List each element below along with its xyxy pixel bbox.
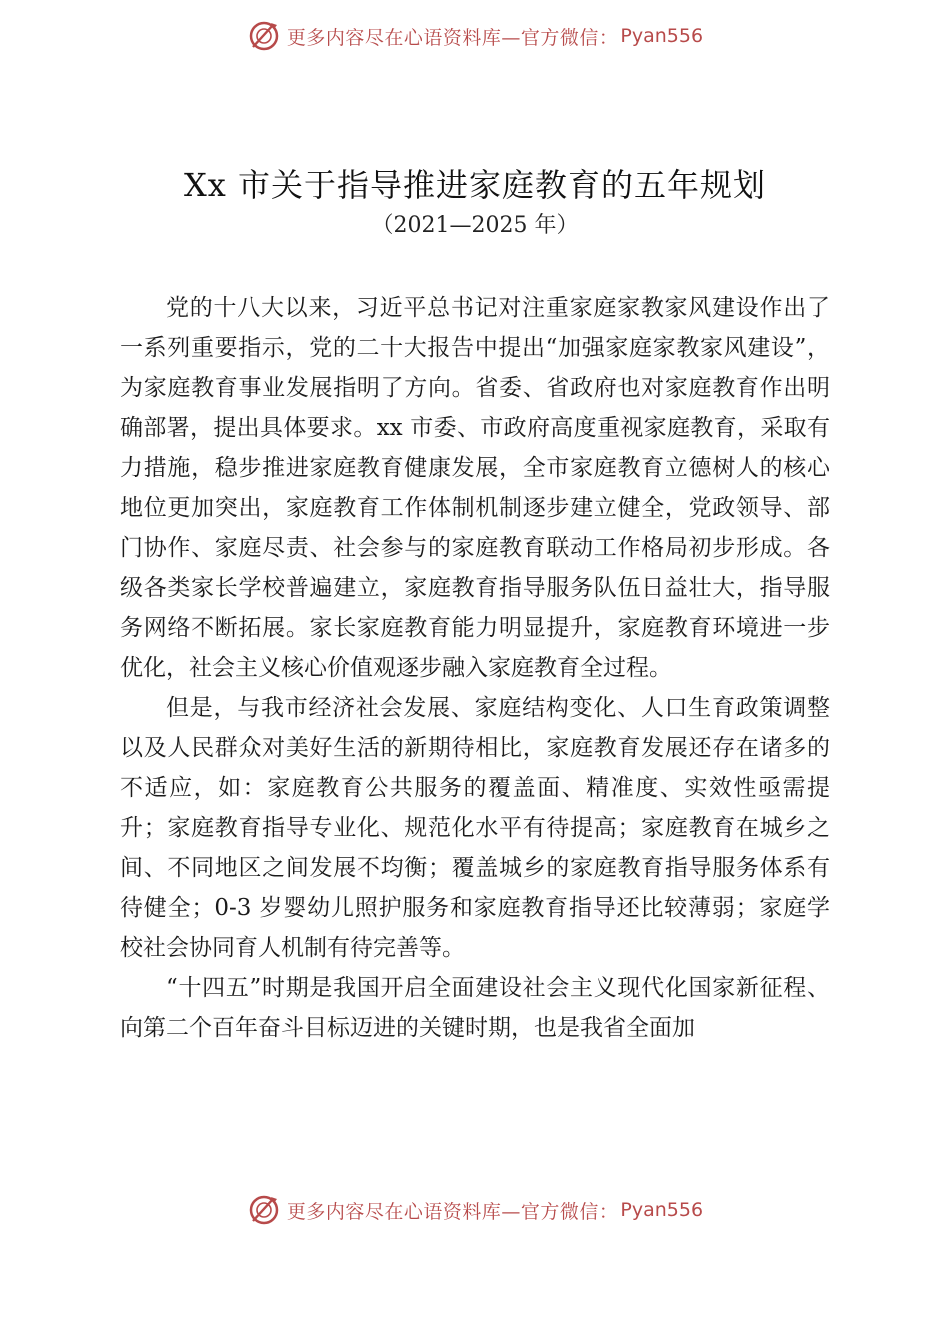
paragraph: 党的十八大以来，习近平总书记对注重家庭家教家风建设作出了一系列重要指示，党的二十大报告中提出“加强家庭家教家风建设”，为家庭教育事业发展指明了方向。省委、省政府也对家庭教育作出明确部署，提出具体要求。xx 市委、市政府高度重视家庭教育，采取有力措施，稳步推进家庭教育健康发展，全市家庭教育立德树人的核心地位更加突出，家庭教育工作体制机制逐步建立健全，党政领导、部门协作、家庭尽责、社会参与的家庭教育联动工作格局初步形成。各级各类家长学校普遍建立，家庭教育指导服务队伍日益壮大，指导服务网络不断拓展。家长家庭教育能力明显提升，家庭教育环境进一步优化，社会主义核心价值观逐步融入家庭教育全过程。	[120, 295, 830, 681]
footer-banner	[0, 1188, 950, 1232]
paragraph: “十四五”时期是我国开启全面建设社会主义现代化国家新征程、向第二个百年奋斗目标迈进的关键时期，也是我省全面加	[120, 975, 830, 1041]
banner-wechat-id: Pyan556	[620, 1199, 704, 1221]
paragraph: 但是，与我市经济社会发展、家庭结构变化、人口生育政策调整以及人民群众对美好生活的新期待相比，家庭教育发展还存在诸多的不适应，如：家庭教育公共服务的覆盖面、精准度、实效性亟需提升；家庭教育指导专业化、规范化水平有待提高；家庭教育在城乡之间、不同地区之间发展不均衡；覆盖城乡的家庭教育指导服务体系有待健全；0-3 岁婴幼儿照护服务和家庭教育指导还比较薄弱；家庭学校社会协同育人机制有待完善等。	[120, 695, 830, 961]
brand-logo-icon	[247, 1193, 281, 1227]
document-body	[120, 288, 830, 1048]
banner-text: 更多内容尽在心语资料库—官方微信：	[286, 26, 619, 49]
banner-wechat-id: Pyan556	[620, 25, 704, 47]
document-title: Xx 市关于指导推进家庭教育的五年规划	[183, 166, 766, 204]
banner-text: 更多内容尽在心语资料库—官方微信：	[286, 1200, 619, 1223]
document-subtitle: （2021—2025 年）	[371, 213, 579, 238]
brand-logo-icon	[247, 19, 281, 53]
header-banner	[0, 14, 950, 58]
